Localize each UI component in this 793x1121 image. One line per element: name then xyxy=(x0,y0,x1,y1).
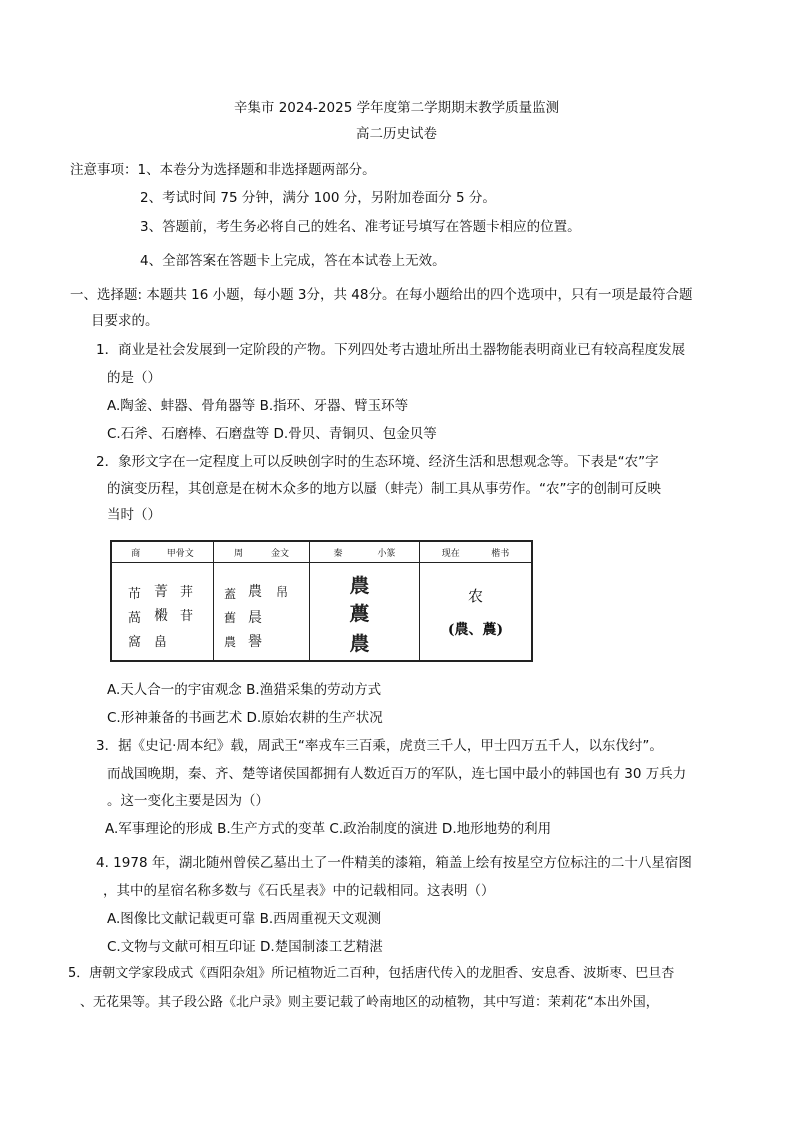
q5-stem-line1: 5．唐朝文学家段成式《酉阳杂俎》所记植物近二百种，包括唐代传入的龙胆香、安息香、波斯枣、巴旦杏 xyxy=(68,966,675,981)
table-header-shang xyxy=(112,542,213,563)
header-dynasty: 商 xyxy=(131,548,141,559)
q3-stem-line1: 3．据《史记·周本纪》载，周武王“率戎车三百乘，虎贲三千人，甲士四万五千人，以东伐纣”。 xyxy=(96,738,663,754)
table-header-qin xyxy=(310,542,419,563)
header-dynasty: 秦 xyxy=(333,548,343,559)
glyph-image: 芇 xyxy=(128,587,142,602)
glyph-image: 農 xyxy=(349,633,370,655)
bronze-inscription-glyphs xyxy=(214,563,309,660)
q1-options-ab: A.陶釜、蚌器、骨角器等 B.指环、牙器、臂玉环等 xyxy=(107,398,409,414)
glyph-image: 農 xyxy=(248,584,262,600)
glyph-image: 舊 xyxy=(224,611,237,625)
glyph-image: 農 xyxy=(349,575,370,597)
glyph-image: 苷 xyxy=(180,609,194,624)
header-script: 金文 xyxy=(270,548,289,559)
q3-stem-line3: 。这一变化主要是因为（） xyxy=(107,793,269,809)
glyph-image: 譽 xyxy=(248,634,262,650)
glyph-image: 樧 xyxy=(154,608,168,624)
header-period: 现在 xyxy=(441,548,460,559)
exam-subtitle: 高二历史试卷 xyxy=(356,126,437,142)
glyph-image: 晨 xyxy=(248,610,262,626)
glyph-image: 蓋 xyxy=(224,587,237,601)
q2-options-cd: C.形神兼备的书画艺术 D.原始农耕的生产状况 xyxy=(107,710,383,726)
glyph-image: 窩 xyxy=(128,635,142,650)
glyph-image: 畠 xyxy=(154,635,168,650)
glyph-image: 農 xyxy=(224,635,237,649)
character-evolution-table xyxy=(110,540,533,662)
regular-script-char: 农 xyxy=(467,587,483,605)
small-seal-glyphs xyxy=(310,563,419,660)
note-item-4: 4、全部答案在答题卡上完成，答在本试卷上无效。 xyxy=(140,253,446,269)
q3-options: A.军事理论的形成 B.生产方式的变革 C.政治制度的演进 D.地形地势的利用 xyxy=(105,821,552,837)
header-script: 楷书 xyxy=(491,548,510,559)
q4-stem-line1: 4. 1978 年，湖北随州曾侯乙墓出土了一件精美的漆箱，箱盖上绘有按星空方位标注的二十八星宿图 xyxy=(96,855,692,871)
q2-options-ab: A.天人合一的宇宙观念 B.渔猎采集的劳动方式 xyxy=(107,682,382,698)
glyph-image: 蕽 xyxy=(349,603,370,625)
glyph-image: 萵 xyxy=(128,611,142,626)
table-column-modern xyxy=(420,542,531,660)
table-header-modern xyxy=(420,542,531,563)
q1-stem-line2: 的是（） xyxy=(107,370,161,386)
exam-title: 辛集市 2024-2025 学年度第二学期期末教学质量监测 xyxy=(233,100,560,116)
q4-options-ab: A.图像比文献记载更可靠 B.西周重视天文观测 xyxy=(107,911,382,927)
regular-script-variants: (農、蕽) xyxy=(447,622,504,638)
q1-options-cd: C.石斧、石磨棒、石磨盘等 D.骨贝、青铜贝、包金贝等 xyxy=(107,426,437,442)
q1-stem-line1: 1．商业是社会发展到一定阶段的产物。下列四处考古遗址所出土器物能表明商业已有较高程度发展 xyxy=(96,342,686,358)
section-heading-cont: 目要求的。 xyxy=(91,313,159,329)
q2-stem-line1: 2．象形文字在一定程度上可以反映创字时的生态环境、经济生活和思想观念等。下表是“农”字 xyxy=(96,454,659,470)
table-column-shang xyxy=(112,542,214,660)
q2-stem-line2: 的演变历程，其创意是在树木众多的地方以蜃（蚌壳）制工具从事劳作。“农”字的创制可反映 xyxy=(107,481,661,497)
q4-stem-line2: ，其中的星宿名称多数与《石氏星表》中的记载相同。这表明（） xyxy=(103,883,495,899)
q5-stem-line2: 、无花果等。其子段公路《北户录》则主要记载了岭南地区的动植物，其中写道：茉莉花“本出外国， xyxy=(80,995,659,1010)
header-script: 小篆 xyxy=(377,548,396,559)
glyph-image: 菁 xyxy=(154,584,168,600)
table-column-zhou xyxy=(214,542,310,660)
note-item-2: 2、考试时间 75 分钟，满分 100 分，另附加卷面分 5 分。 xyxy=(140,190,496,206)
glyph-image: 茾 xyxy=(180,585,194,600)
notes-label-text: 注意事项： xyxy=(70,162,138,178)
header-dynasty: 周 xyxy=(233,548,243,559)
q3-stem-line2: 而战国晚期，秦、齐、楚等诸侯国都拥有人数近百万的军队，连七国中最小的韩国也有 30 万兵力 xyxy=(107,766,687,782)
note-item-3: 3、答题前，考生务必将自己的姓名、准考证号填写在答题卡相应的位置。 xyxy=(140,219,581,235)
note-item-1: 1、本卷分为选择题和非选择题两部分。 xyxy=(137,162,376,178)
table-column-qin xyxy=(310,542,420,660)
q4-options-cd: C.文物与文献可相互印证 D.楚国制漆工艺精湛 xyxy=(107,939,383,955)
header-script: 甲骨文 xyxy=(166,548,194,559)
notes-label xyxy=(70,161,376,179)
table-header-zhou xyxy=(214,542,309,563)
glyph-image: 帠 xyxy=(276,585,289,599)
section-heading: 一、选择题: 本题共 16 小题，每小题 3分，共 48分。在每小题给出的四个选项中，只有一项是最符合题 xyxy=(70,287,693,303)
q2-stem-line3: 当时（） xyxy=(107,507,161,523)
oracle-bone-glyphs xyxy=(112,563,213,660)
regular-script-cell xyxy=(420,563,531,660)
